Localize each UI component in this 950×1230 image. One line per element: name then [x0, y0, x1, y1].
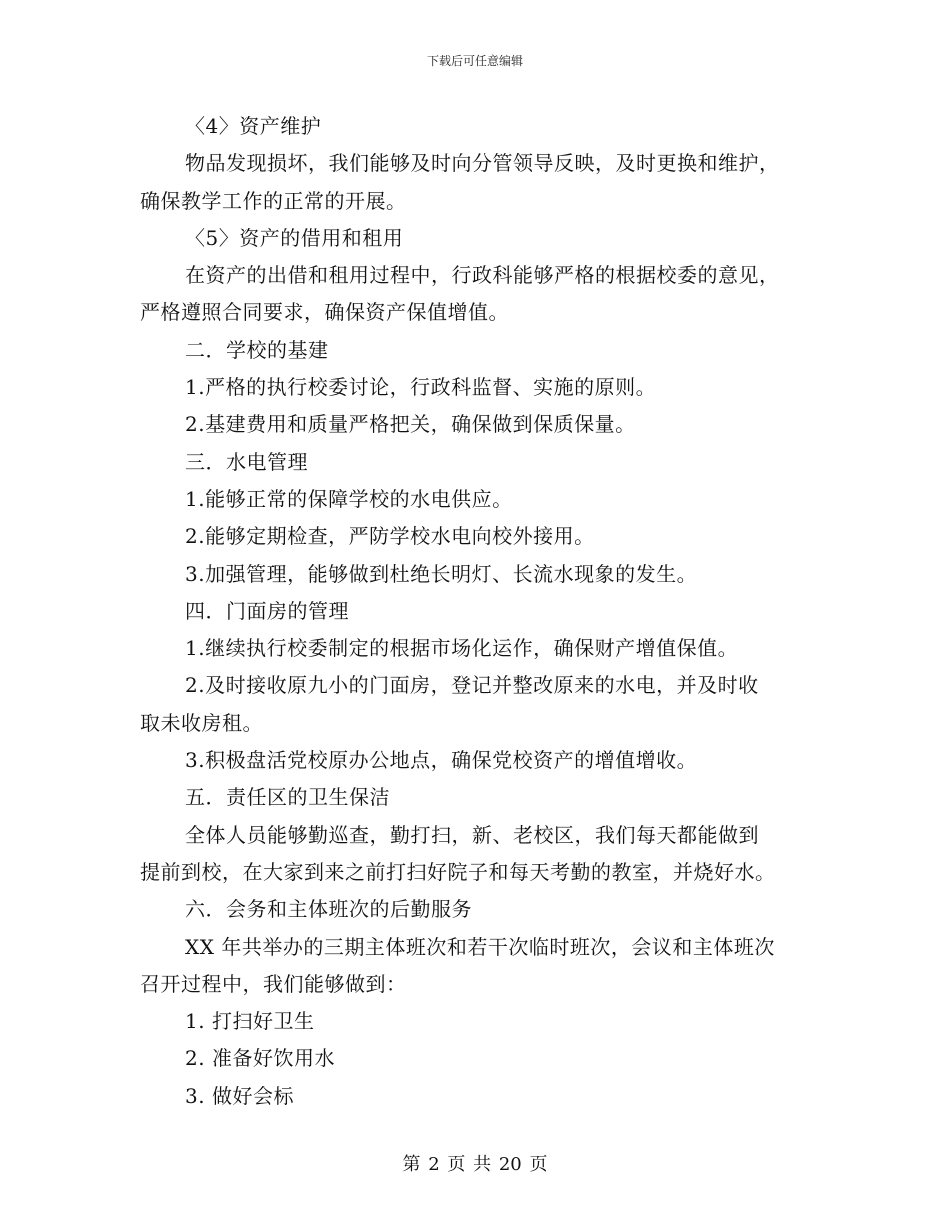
- text-line: 召开过程中，我们能够做到：: [140, 971, 407, 996]
- text-line: 3. 做好会标: [185, 1083, 294, 1108]
- page-header: 下载后可任意编辑: [426, 54, 523, 68]
- text-line: 〈4〉资产维护: [185, 114, 322, 138]
- text-line: 2.能够定期检查，严防学校水电向校外接用。: [185, 524, 595, 549]
- text-line: 2. 准备好饮用水: [185, 1046, 335, 1071]
- text-line: XX 年共举办的三期主体班次和若干次临时班次，会议和主体班次: [185, 934, 775, 959]
- text-line: 全体人员能够勤巡查，勤打扫，新、老校区，我们每天都能做到: [185, 822, 759, 847]
- text-line: 1.严格的执行校委讨论，行政科监督、实施的原则。: [185, 375, 657, 400]
- text-line: 六．会务和主体班次的后勤服务: [185, 897, 472, 922]
- text-line: 二．学校的基建: [185, 337, 329, 362]
- text-line: 2.及时接收原九小的门面房，登记并整改原来的水电，并及时收: [185, 673, 759, 698]
- text-line: 1.能够正常的保障学校的水电供应。: [185, 486, 513, 511]
- text-line: 严格遵照合同要求，确保资产保值增值。: [140, 300, 509, 325]
- text-line: 〈5〉资产的借用和租用: [185, 225, 404, 250]
- text-line: 1.继续执行校委制定的根据市场化运作，确保财产增值保值。: [185, 636, 739, 661]
- text-line: 三．水电管理: [185, 449, 308, 474]
- text-line: 3.加强管理，能够做到杜绝长明灯、长流水现象的发生。: [185, 561, 698, 586]
- text-line: 3.积极盘活党校原办公地点，确保党校资产的增值增收。: [185, 748, 698, 773]
- text-line: 取未收房租。: [140, 710, 263, 735]
- text-line: 提前到校，在大家到来之前打扫好院子和每天考勤的教室，并烧好水。: [140, 859, 776, 884]
- text-line: 五．责任区的卫生保洁: [185, 785, 390, 810]
- text-line: 确保教学工作的正常的开展。: [140, 188, 407, 213]
- text-line: 四．门面房的管理: [185, 598, 349, 623]
- text-line: 2.基建费用和质量严格把关，确保做到保质保量。: [185, 412, 636, 437]
- text-line: 在资产的出借和租用过程中，行政科能够严格的根据校委的意见，: [185, 263, 780, 288]
- text-line: 物品发现损坏，我们能够及时向分管领导反映，及时更换和维护，: [185, 151, 780, 176]
- document-body: [140, 108, 820, 1115]
- page-footer: 第 2 页 共 20 页: [402, 1154, 548, 1175]
- text-line: 1. 打扫好卫生: [185, 1009, 315, 1034]
